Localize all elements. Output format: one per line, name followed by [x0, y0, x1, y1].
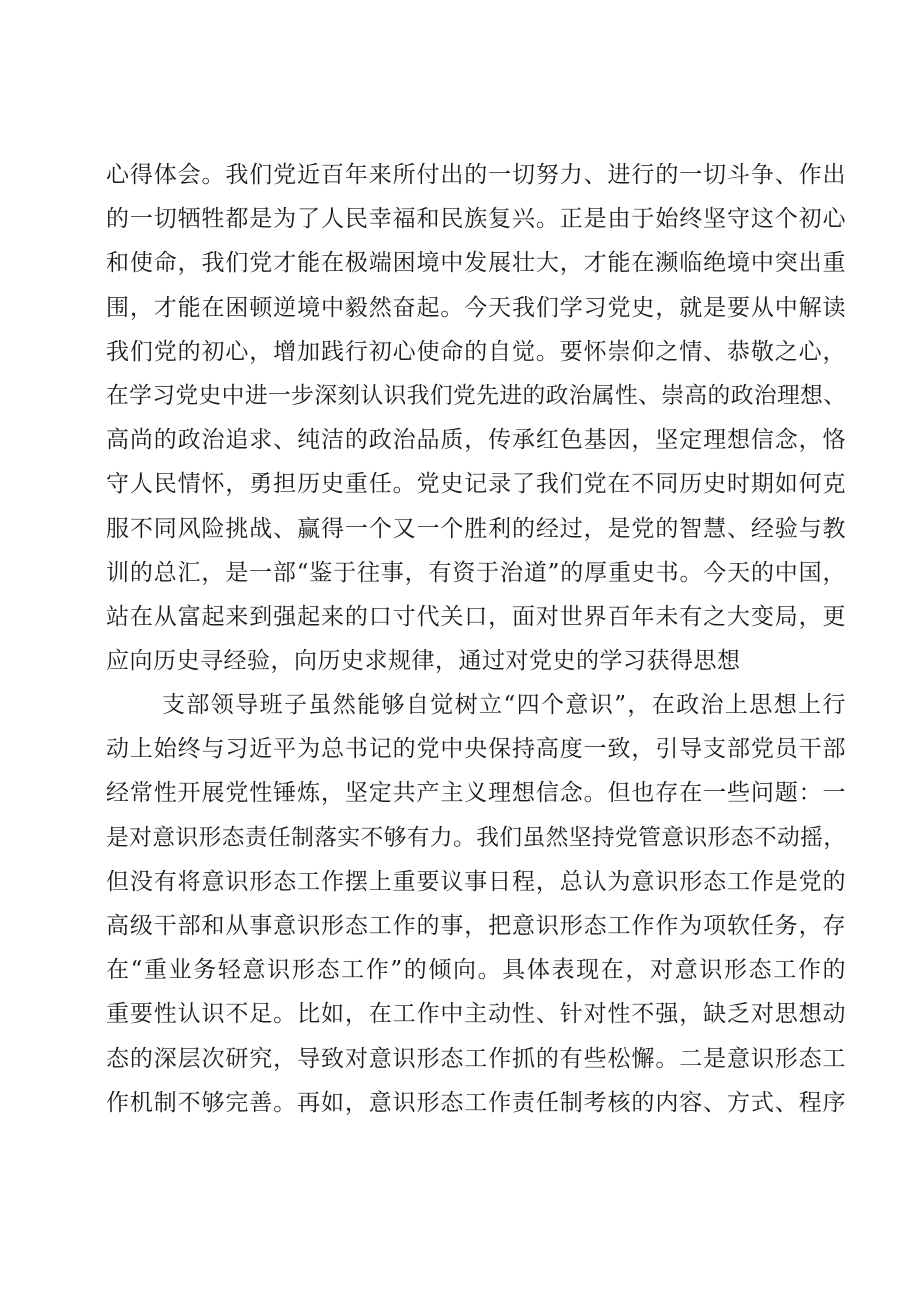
text-line: 动上始终与习近平为总书记的党中央保持高度一致，引导支部党员干部 — [106, 736, 846, 763]
text-line: 经常性开展党性锤炼，坚定共产主义理想信念。但也存在一些问题：一 — [106, 780, 846, 807]
text-line: 的一切牺牲都是为了人民幸福和民族复兴。正是由于始终坚守这个初心 — [106, 206, 846, 233]
text-line: 守人民情怀，勇担历史重任。党史记录了我们党在不同历史时期如何克 — [106, 471, 846, 498]
text-line: 训的总汇，是一部“鉴于往事，有资于治道”的厚重史书。今天的中国， — [106, 559, 846, 586]
text-line: 是对意识形态责任制落实不够有力。我们虽然坚持党管意识形态不动摇， — [106, 824, 846, 851]
text-line: 重要性认识不足。比如，在工作中主动性、针对性不强，缺乏对思想动 — [106, 1001, 846, 1028]
text-line: 站在从富起来到强起来的口寸代关口，面对世界百年未有之大变局，更 — [106, 603, 846, 630]
text-line: 在“重业务轻意识形态工作”的倾向。具体表现在，对意识形态工作的 — [106, 957, 846, 984]
text-line: 和使命，我们党才能在极端困境中发展壮大，才能在濒临绝境中突出重 — [106, 250, 846, 277]
text-line: 在学习党史中进一步深刻认识我们党先进的政治属性、崇高的政治理想、 — [106, 382, 846, 409]
text-line: 态的深层次研究，导致对意识形态工作抓的有些松懈。二是意识形态工 — [106, 1045, 846, 1072]
text-line: 高级干部和从事意识形态工作的事，把意识形态工作作为项软任务，存 — [106, 912, 846, 939]
text-line: 支部领导班子虽然能够自觉树立“四个意识”，在政治上思想上行 — [162, 692, 846, 718]
text-line: 作机制不够完善。再如，意识形态工作责任制考核的内容、方式、程序 — [106, 1089, 846, 1116]
text-line: 服不同风险挑战、赢得一个又一个胜利的经过，是党的智慧、经验与教 — [106, 515, 846, 542]
paragraph-2 — [106, 683, 846, 1125]
paragraph-1 — [106, 153, 846, 683]
text-line: 围，才能在困顿逆境中毅然奋起。今天我们学习党史，就是要从中解读 — [106, 294, 846, 321]
text-line: 应向历史寻经验，向历史求规律，通过对党史的学习获得思想 — [106, 648, 741, 675]
text-line: 我们党的初心，增加践行初心使命的自觉。要怀崇仰之情、恭敬之心， — [106, 338, 846, 365]
text-line: 但没有将意识形态工作摆上重要议事日程，总认为意识形态工作是党的 — [106, 868, 846, 895]
text-line: 心得体会。我们党近百年来所付出的一切努力、进行的一切斗争、作出 — [106, 162, 846, 188]
text-line: 高尚的政治追求、纯洁的政治品质，传承红色基因，坚定理想信念，恪 — [106, 427, 846, 454]
